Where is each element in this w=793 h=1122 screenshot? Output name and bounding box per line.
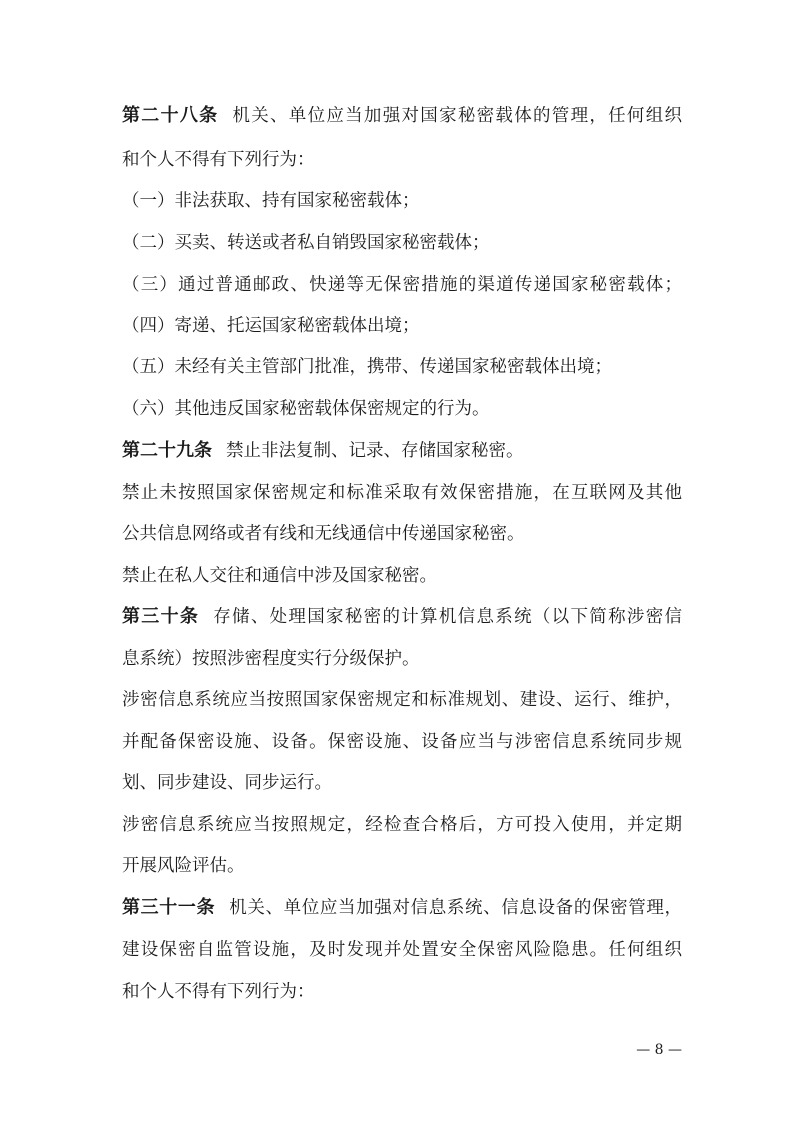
article-28-text: 机关、单位应当加强对国家秘密载体的管理，任何组织 (232, 106, 682, 126)
article-28-line-2: 和个人不得有下列行为： (122, 150, 315, 170)
article-31-line-1 (122, 893, 682, 923)
article-28-line-1 (122, 101, 682, 131)
article-28-item-6: （六）其他违反国家秘密载体保密规定的行为。 (122, 399, 490, 419)
article-29-heading: 第二十九条 (122, 440, 212, 461)
article-29-para-2-line-2: 公共信息网络或者有线和无线通信中传递国家秘密。 (122, 524, 525, 544)
article-31-line-2: 建设保密自监管设施，及时发现并处置安全保密风险隐患。任何组织 (122, 940, 682, 960)
article-28-heading: 第二十八条 (122, 105, 219, 126)
article-29-line-1 (122, 436, 682, 466)
article-28-item-1: （一）非法获取、持有国家秘密载体； (122, 191, 420, 211)
article-29-para-3-line-1: 禁止在私人交往和通信中涉及国家秘密。 (122, 566, 437, 586)
article-28-item-5: （五）未经有关主管部门批准，携带、传递国家秘密载体出境； (122, 357, 612, 377)
article-31-heading: 第三十一条 (122, 897, 216, 918)
article-31-text: 机关、单位应当加强对信息系统、信息设备的保密管理， (229, 898, 682, 918)
article-30-line-2: 息系统）按照涉密程度实行分级保护。 (122, 649, 420, 669)
article-29-text: 禁止非法复制、记录、存储国家秘密。 (226, 441, 524, 461)
article-30-line-1 (122, 602, 682, 632)
article-31-line-3: 和个人不得有下列行为： (122, 982, 315, 1002)
article-30-heading: 第三十条 (122, 606, 200, 627)
article-29-para-2-line-1: 禁止未按照国家保密规定和标准采取有效保密措施，在互联网及其他 (122, 483, 682, 503)
article-28-item-4: （四）寄递、托运国家秘密载体出境； (122, 316, 420, 336)
article-30-para-2-line-1: 涉密信息系统应当按照国家保密规定和标准规划、建设、运行、维护， (122, 690, 682, 710)
article-30-para-2-line-3: 划、同步建设、同步运行。 (122, 773, 332, 793)
page-number: — 8 — (636, 1042, 682, 1058)
article-30-para-3-line-1: 涉密信息系统应当按照规定，经检查合格后，方可投入使用，并定期 (122, 815, 682, 835)
article-30-para-2-line-2: 并配备保密设施、设备。保密设施、设备应当与涉密信息系统同步规 (122, 732, 682, 752)
article-28-item-3: （三）通过普通邮政、快递等无保密措施的渠道传递国家秘密载体； (122, 275, 682, 295)
article-28-item-2: （二）买卖、转送或者私自销毁国家秘密载体； (122, 233, 490, 253)
article-30-para-3-line-2: 开展风险评估。 (122, 856, 245, 876)
article-30-text: 存储、处理国家秘密的计算机信息系统（以下简称涉密信 (213, 607, 682, 627)
